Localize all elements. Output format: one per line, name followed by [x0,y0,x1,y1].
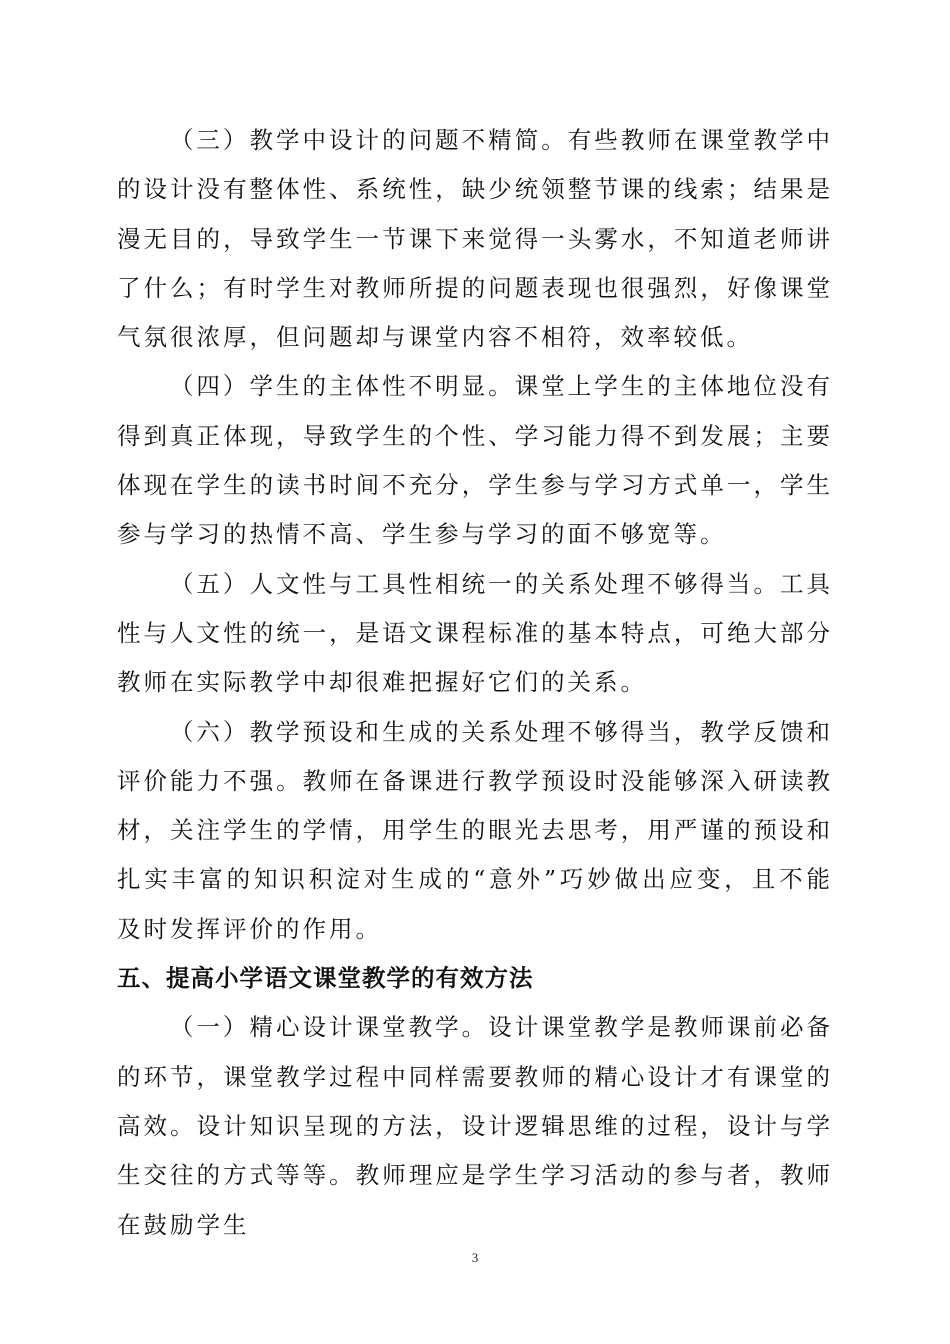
paragraph-item-six: （六）教学预设和生成的关系处理不够得当，教学反馈和评价能力不强。教师在备课进行教学预设时没能够深入研读教材，关注学生的学情，用学生的眼光去思考，用严谨的预设和扎实丰富的知识积淀对生成的“意外”巧妙做出应变，且不能及时发挥评价的作用。 [117,717,833,943]
section-heading: 五、提高小学语文课堂教学的有效方法 [117,964,534,993]
paragraph-item-four: （四）学生的主体性不明显。课堂上学生的主体地位没有得到真正体现，导致学生的个性、学习能力得不到发展；主要体现在学生的读书时间不充分，学生参与学习方式单一，学生参与学习的热情不高、学生参与学习的面不够宽等。 [117,372,833,549]
document-body [117,116,833,1250]
paragraph-method-one: （一）精心设计课堂教学。设计课堂教学是教师课前必备的环节，课堂教学过程中同样需要教师的精心设计才有课堂的高效。设计知识呈现的方法，设计逻辑思维的过程，设计与学生交往的方式等等。教师理应是学生学习活动的参与者，教师在鼓励学生 [117,1013,833,1239]
paragraph-item-five: （五）人文性与工具性相统一的关系处理不够得当。工具性与人文性的统一，是语文课程标准的基本特点，可绝大部分教师在实际教学中却很难把握好它们的关系。 [117,569,833,697]
paragraph-item-three: （三）教学中设计的问题不精简。有些教师在课堂教学中的设计没有整体性、系统性，缺少统领整节课的线索；结果是漫无目的，导致学生一节课下来觉得一头雾水，不知道老师讲了什么；有时学生对教师所提的问题表现也很强烈，好像课堂气氛很浓厚，但问题却与课堂内容不相符，效率较低。 [117,126,833,352]
page-number: 3 [471,1250,479,1265]
